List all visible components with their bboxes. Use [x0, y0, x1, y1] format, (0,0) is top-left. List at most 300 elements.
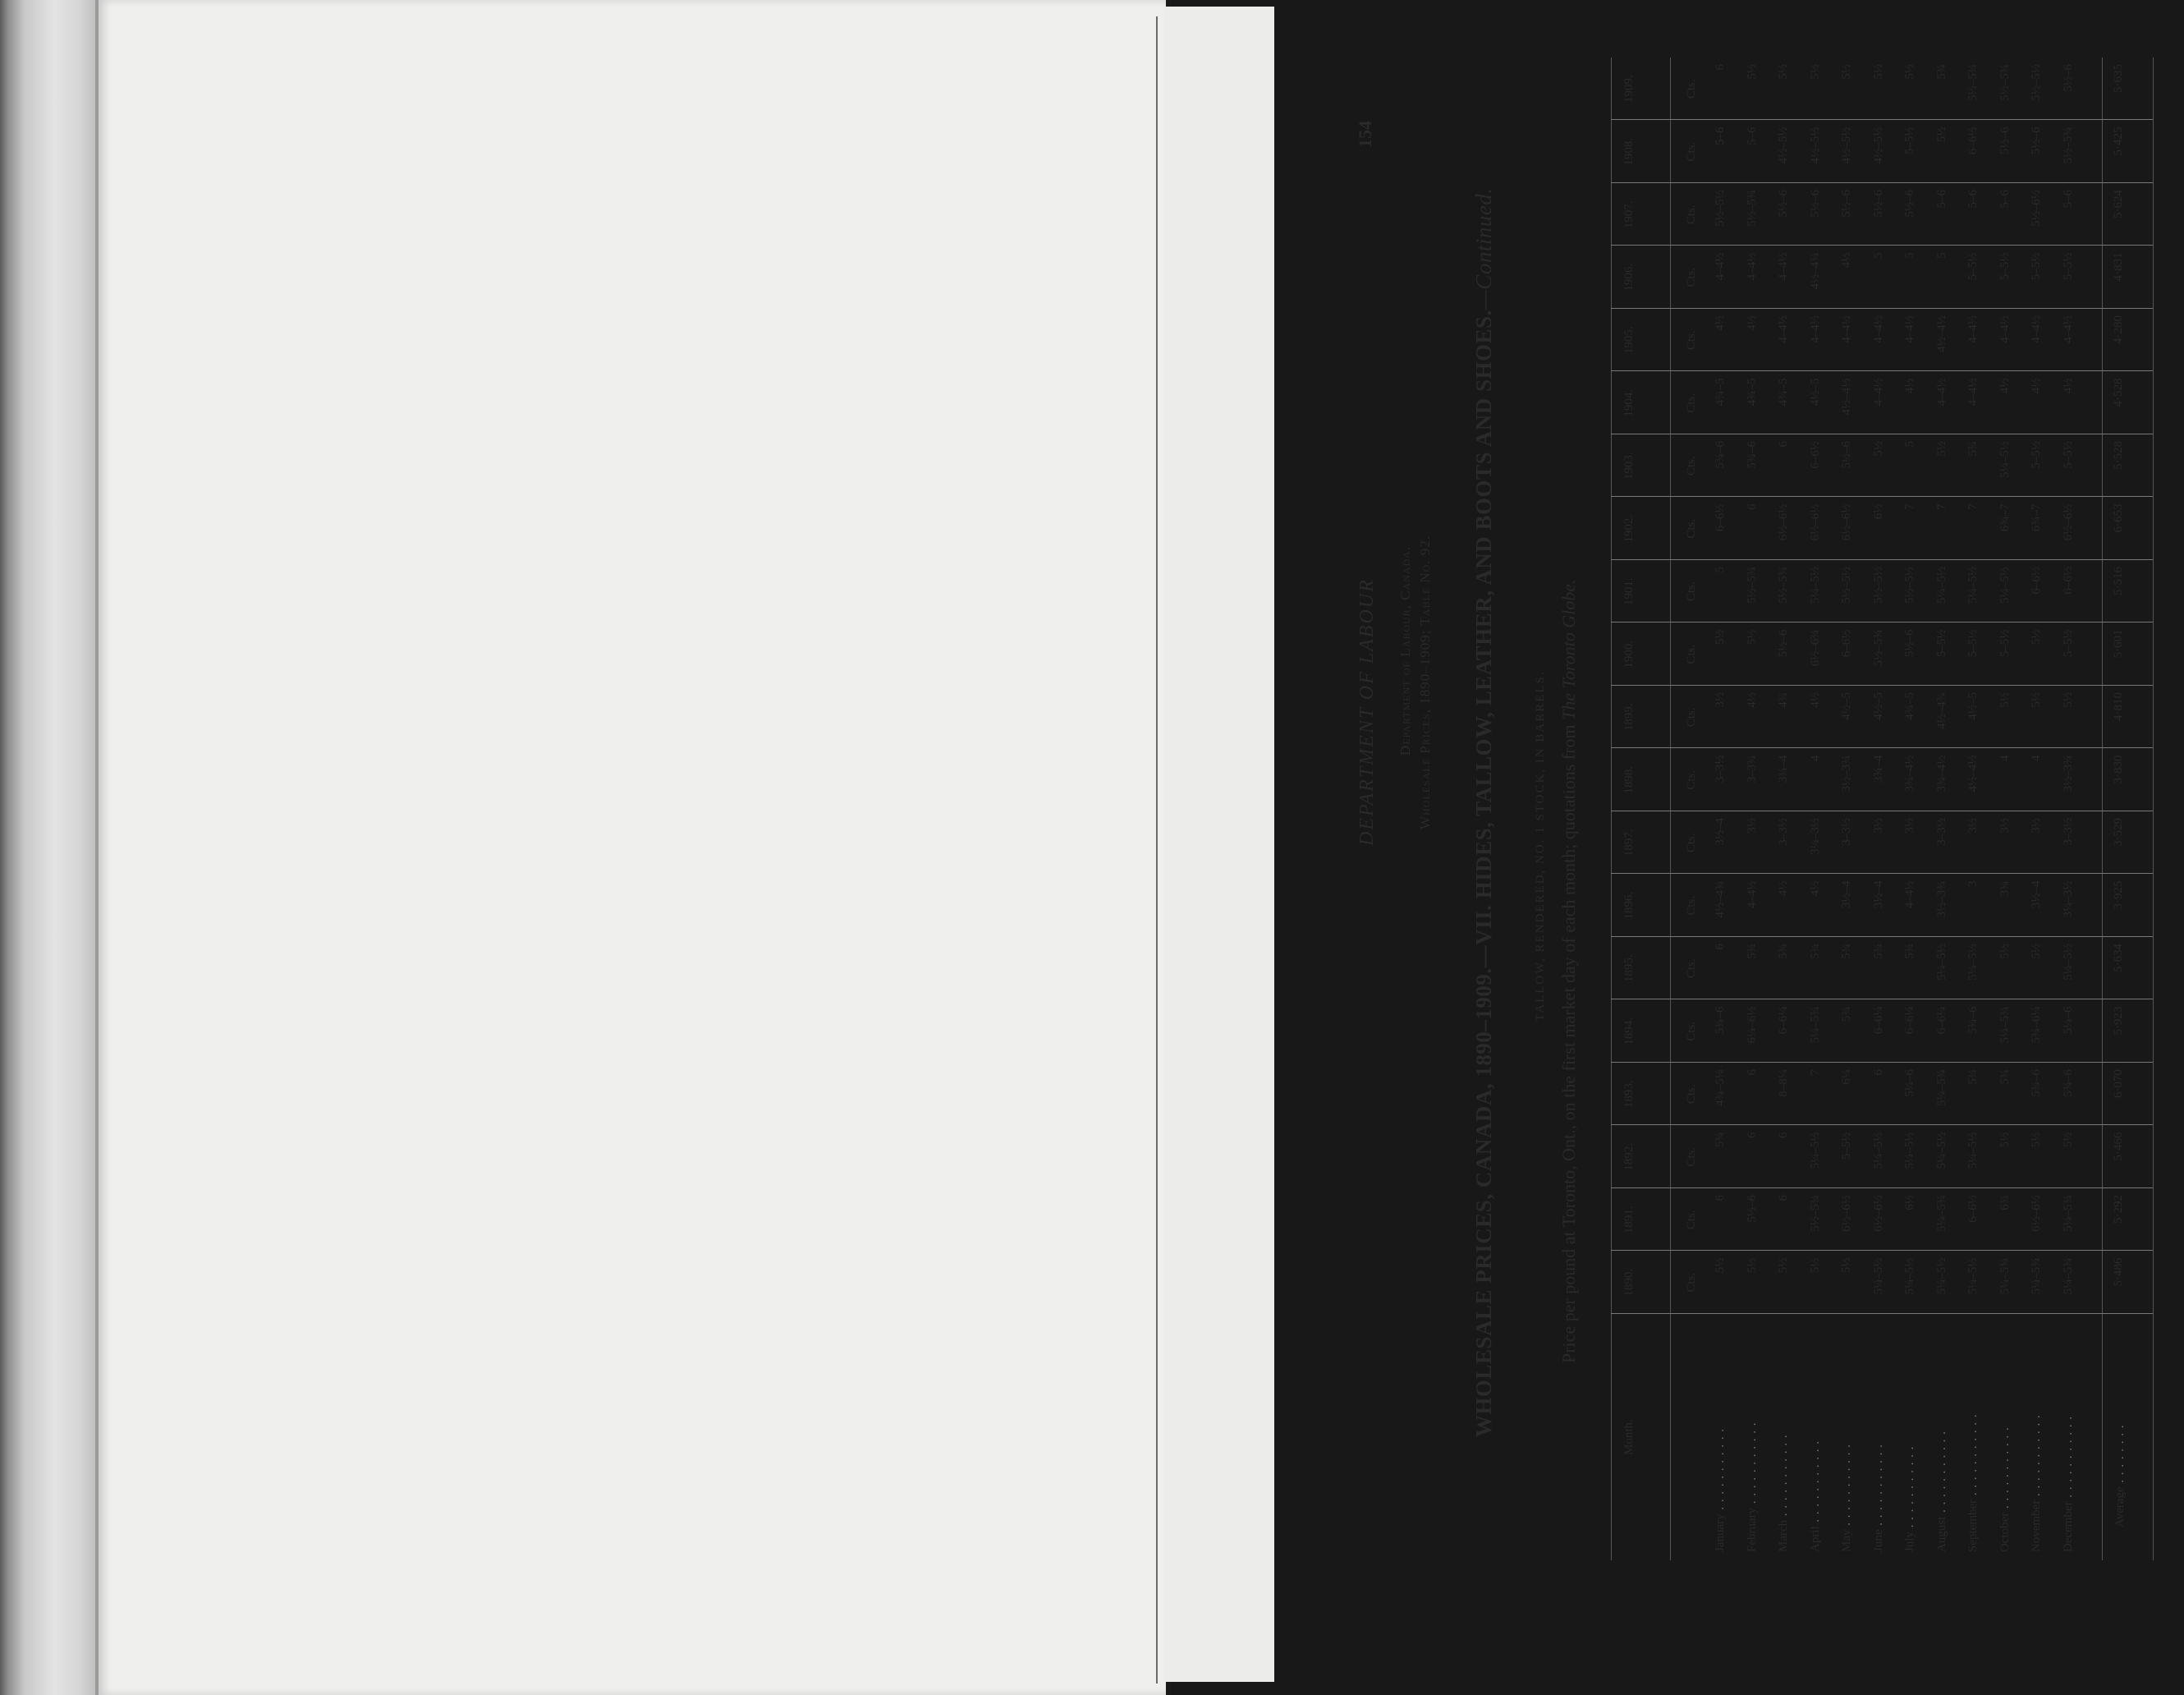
price-cell: 5½–6	[1998, 126, 2012, 155]
average-cell: 3·925	[2112, 880, 2125, 910]
price-cell: 5½–6	[2061, 64, 2075, 92]
price-cell: 4½–5	[1871, 692, 1885, 720]
month-label	[1966, 1413, 1980, 1552]
price-cell: 5½–6	[1745, 1195, 1759, 1223]
price-cell: 3½	[1871, 818, 1885, 834]
price-cell: 4½–4½	[1840, 378, 1853, 416]
price-cell: 5½	[1777, 64, 1790, 80]
average-cell: 5·425	[2112, 126, 2125, 156]
price-cell: 5½–5¾	[2061, 126, 2075, 164]
price-cell: 5¾–6	[1745, 441, 1759, 469]
year-header: 1892.	[1622, 1142, 1636, 1171]
units-label: Cts.	[1685, 1146, 1698, 1167]
price-cell: 6	[1777, 441, 1790, 448]
price-cell: 5¼–5½	[1871, 1132, 1885, 1169]
price-cell: 3¾–4½	[1903, 755, 1916, 792]
price-cell: 6¾	[1998, 1195, 2012, 1210]
leader-dots: . . . . . . . . . . .	[1745, 1422, 1759, 1508]
price-cell: 3½–4	[1840, 880, 1853, 909]
year-header: 1893.	[1622, 1080, 1636, 1109]
year-column	[1611, 121, 2153, 184]
price-cell: 4–4½	[1777, 315, 1790, 343]
price-cell: 6½	[1871, 503, 1885, 520]
price-cell: 5½	[1998, 944, 2012, 959]
price-cell: 5¾	[1966, 1069, 1980, 1085]
price-cell: 5–5½	[2030, 441, 2043, 469]
price-cell: 4¾	[1777, 692, 1790, 708]
year-column	[1611, 1063, 2153, 1126]
price-cell: 3¾–4	[1871, 755, 1885, 783]
price-cell: 5½–6	[1903, 190, 1916, 218]
price-cell: 5½–5½	[1714, 190, 1727, 227]
price-cell: 5½	[1934, 126, 1948, 143]
price-cell: 6–6¼	[1903, 1006, 1916, 1035]
page-sheet	[99, 0, 1166, 1695]
price-cell: 5½	[1998, 692, 2012, 708]
month-label	[1872, 1444, 1886, 1552]
price-cell: 5¾	[1714, 1132, 1727, 1148]
month-name: September	[1966, 1499, 1980, 1552]
price-cell: 4–4½	[2061, 315, 2075, 343]
price-cell: 5½–6	[1840, 190, 1853, 218]
price-table	[1611, 57, 2153, 1560]
year-header: 1895.	[1622, 954, 1636, 983]
price-cell: 6	[1745, 503, 1759, 510]
price-cell: 5¾	[1840, 1006, 1853, 1022]
price-cell: 4–4½	[1745, 880, 1759, 909]
price-cell: 6–6¼	[1871, 1006, 1885, 1035]
units-label: Cts.	[1685, 267, 1698, 287]
year-header: 1890.	[1622, 1268, 1636, 1297]
price-cell: 5–6	[1714, 126, 1727, 145]
running-head: DEPARTMENT OF LABOUR	[1356, 578, 1378, 846]
price-cell: 3½–4	[1871, 880, 1885, 909]
average-cell: 5·635	[2112, 64, 2125, 93]
price-cell: 4	[1808, 755, 1822, 761]
units-label: Cts.	[1685, 518, 1698, 539]
price-cell: 3–3½	[1840, 818, 1853, 846]
price-cell: 5¼–5¾	[1808, 1006, 1822, 1044]
average-cell: 4·280	[2112, 315, 2125, 344]
price-cell: 5¼–5½	[1903, 1132, 1916, 1169]
price-cell: 5½–6	[1777, 190, 1790, 218]
month-name: December	[2061, 1501, 2075, 1552]
price-cell: 4½	[1808, 692, 1822, 708]
price-cell: 7	[1808, 1069, 1822, 1076]
price-cell: 5¾–6	[1966, 1006, 1980, 1035]
price-cell: 5½–6	[2030, 126, 2043, 155]
year-column	[1611, 623, 2153, 687]
price-cell: 5½–5½	[2030, 64, 2043, 101]
price-cell: 6¼	[1840, 1069, 1853, 1085]
price-cell: 5¼–5¾	[2030, 1257, 2043, 1295]
price-cell: 5	[1934, 252, 1948, 259]
average-label	[2113, 1424, 2127, 1527]
price-cell: 4–4½	[1934, 378, 1948, 407]
price-cell: 5½	[2030, 1132, 2043, 1148]
price-cell: 6¾–7	[2030, 503, 2043, 532]
price-cell: 5–5½	[1934, 629, 1948, 658]
price-cell: 4	[1998, 755, 2012, 761]
year-header: 1894.	[1622, 1017, 1636, 1045]
table-title-text: WHOLESALE PRICES, CANADA, 1890–1909.—VII. HIDES, TALLOW, LEATHER, AND BOOTS AND SHOES.	[1471, 310, 1496, 1437]
price-cell: 6	[1714, 64, 1727, 71]
price-cell: 4½–5½	[1777, 126, 1790, 164]
year-column	[1611, 434, 2153, 498]
price-cell: 5¼–6	[2061, 1006, 2075, 1035]
price-cell: 5½	[1714, 1257, 1727, 1274]
price-cell: 5½–6½	[2030, 190, 2043, 227]
price-cell: 6–6½	[2061, 567, 2075, 595]
year-header: 1902.	[1622, 514, 1636, 543]
average-cell: 5·601	[2112, 629, 2125, 659]
price-cell: 5¼–5¾	[2061, 1257, 2075, 1295]
table-rule	[2153, 57, 2154, 1560]
price-cell: 5–5½	[1966, 629, 1980, 658]
price-cell: 5¾	[1966, 441, 1980, 457]
book-binding	[0, 0, 99, 1695]
price-cell: 5½	[1808, 1257, 1822, 1274]
average-cell: 5·466	[2112, 1132, 2125, 1161]
average-cell: 5·528	[2112, 441, 2125, 470]
price-cell: 5½	[1998, 1132, 2012, 1148]
price-cell: 6½–6½	[1840, 1195, 1853, 1232]
average-cell: 4·831	[2112, 252, 2125, 282]
units-label: Cts.	[1685, 330, 1698, 351]
price-cell: 4½–5½	[1808, 126, 1822, 164]
note-source: The Toronto Globe.	[1558, 579, 1579, 720]
price-cell: 5¾–6	[2030, 1069, 2043, 1097]
page-edge-line	[1156, 16, 1158, 1684]
price-cell: 4½	[2061, 378, 2075, 394]
price-cell: 4½–5	[1966, 692, 1980, 720]
month-label	[1998, 1426, 2012, 1552]
month-name: April	[1808, 1526, 1822, 1552]
year-header: 1898.	[1622, 765, 1636, 794]
average-cell: 4·528	[2112, 378, 2125, 407]
price-cell: 6¾–7	[1998, 503, 2012, 532]
average-cell: 6·653	[2112, 503, 2125, 533]
price-cell: 5½	[1745, 629, 1759, 645]
price-cell: 4½	[1714, 315, 1727, 331]
leader-dots: . . . . . . . . . . .	[2030, 1414, 2043, 1500]
price-cell: 4½–4½	[1934, 315, 1948, 352]
price-cell: 5½–5¾	[1966, 64, 1980, 101]
year-column	[1611, 1126, 2153, 1189]
average-cell: 5·923	[2112, 1006, 2125, 1036]
price-cell: 4½	[1745, 692, 1759, 708]
price-cell: 5¼–5½	[1808, 567, 1822, 604]
price-cell: 6–6½	[1714, 503, 1727, 532]
price-cell: 4–4½	[1966, 315, 1980, 343]
price-cell: 3½–3¾	[2061, 755, 2075, 792]
price-cell: 5½	[1714, 629, 1727, 645]
price-cell: 5½	[2030, 629, 2043, 645]
price-cell: 5	[1871, 252, 1885, 259]
average-text: Average	[2113, 1486, 2127, 1527]
month-label	[1809, 1440, 1823, 1552]
price-cell: 3	[1966, 880, 1980, 887]
price-cell: 6–6½	[1966, 126, 1980, 155]
price-cell: 5¼–5½	[1998, 441, 2012, 478]
price-cell: 6½–6½	[2061, 503, 2075, 541]
price-cell: 5¼–5½	[1934, 944, 1948, 981]
price-cell: 4½	[1745, 315, 1759, 331]
average-cell: 6·070	[2112, 1069, 2125, 1098]
price-cell: 3½	[2030, 818, 2043, 834]
year-header: 1909.	[1622, 75, 1636, 103]
price-cell: 6–6½	[2030, 567, 2043, 595]
price-cell: 3½–3¾	[1840, 755, 1853, 792]
price-cell: 6	[1871, 1069, 1885, 1076]
average-cell: 5·292	[2112, 1195, 2125, 1224]
price-cell: 5¾	[1871, 944, 1885, 959]
units-label: Cts.	[1685, 79, 1698, 99]
price-cell: 6	[1714, 1195, 1727, 1201]
price-cell: 6	[1777, 1195, 1790, 1201]
year-column	[1611, 937, 2153, 1000]
year-header: 1891.	[1622, 1206, 1636, 1234]
price-cell: 4½	[1903, 378, 1916, 394]
leader-dots: . . . . . . . . . . .	[2061, 1415, 2075, 1502]
price-cell: 4–4½	[1998, 315, 2012, 343]
price-cell: 6½–6½	[1777, 503, 1790, 541]
units-label: Cts.	[1685, 1272, 1698, 1293]
price-cell: 5–5½	[1998, 629, 2012, 658]
year-column	[1611, 560, 2153, 623]
price-cell: 5½	[1777, 1257, 1790, 1274]
leader-dots: . . . . . . . . . . .	[1808, 1440, 1822, 1527]
average-cell: 4·810	[2112, 692, 2125, 721]
month-name: August	[1934, 1516, 1948, 1552]
price-cell: 5¼–5½	[1808, 1132, 1822, 1169]
price-cell: 5¼–6	[1903, 1069, 1916, 1097]
year-column	[1611, 811, 2153, 875]
leader-dots: . . . . . . . . . . .	[1934, 1431, 1948, 1517]
price-cell: 3½	[1745, 818, 1759, 834]
price-cell: 3½	[1966, 818, 1980, 834]
price-cell: 5–5½	[2030, 252, 2043, 281]
price-cell: 5¼–5¾	[2061, 1195, 2075, 1232]
price-cell: 5–6	[2061, 190, 2075, 209]
price-cell: 3½	[1903, 818, 1916, 834]
year-column	[1611, 57, 2153, 121]
price-cell: 3½	[1714, 692, 1727, 708]
price-cell: 4¾–5	[1745, 378, 1759, 407]
price-cell: 5½–5½	[1871, 567, 1885, 604]
price-cell: 5¼–5¾	[1934, 1069, 1948, 1106]
price-cell: 6–6¼	[1934, 1006, 1948, 1035]
leader-dots: . . . . . . . . . . .	[1871, 1444, 1885, 1530]
price-cell: 6½–6½	[1840, 503, 1853, 541]
table-reference: Wholesale Prices, 1890–1909; Table No. 92.	[1417, 535, 1433, 829]
year-column	[1611, 875, 2153, 938]
price-cell: 5½–5¾	[1777, 567, 1790, 604]
price-cell: 4½–4¾	[1808, 252, 1822, 290]
department-line: Department of Labour, Canada.	[1397, 545, 1413, 756]
year-column	[1611, 309, 2153, 372]
price-cell: 6½–6½	[2030, 1195, 2043, 1232]
year-column	[1611, 1188, 2153, 1252]
price-cell: 6½–6½	[1871, 1195, 1885, 1232]
price-cell: 5¼–5½	[2061, 944, 2075, 981]
price-cell: 6–6½	[1966, 1195, 1980, 1223]
year-header: 1906.	[1622, 263, 1636, 292]
month-label	[1903, 1445, 1917, 1552]
year-column	[1611, 1252, 2153, 1315]
price-cell: 3½–3¾	[1934, 880, 1948, 918]
price-cell: 5–5½	[2061, 629, 2075, 658]
price-cell: 5½–5½	[1903, 567, 1916, 604]
price-cell: 5½	[2030, 692, 2043, 708]
units-label: Cts.	[1685, 393, 1698, 413]
year-header: 1908.	[1622, 137, 1636, 166]
price-cell: 5	[1903, 441, 1916, 448]
price-cell: 5½	[1840, 64, 1853, 80]
price-cell: 3–3½	[2061, 818, 2075, 846]
month-name: October	[1998, 1512, 2012, 1552]
quotation-note	[1558, 579, 1580, 1363]
units-label: Cts.	[1685, 581, 1698, 602]
leader-dots: . . . . . . . .	[2113, 1424, 2127, 1487]
price-cell: 4¾–5	[1777, 378, 1790, 407]
price-cell: 5–6	[1998, 190, 2012, 209]
price-cell: 4½	[1998, 378, 2012, 394]
year-header: 1900.	[1622, 640, 1636, 668]
price-cell: 5½–5¾	[1998, 64, 2012, 101]
month-header: Month.	[1622, 1419, 1636, 1455]
price-cell: 6½–6½	[1808, 503, 1822, 541]
year-column	[1611, 183, 2153, 246]
year-column	[1611, 246, 2153, 310]
price-cell: 4–4½	[1777, 252, 1790, 281]
price-cell: 3–3½	[1714, 755, 1727, 783]
price-cell: 3¼–3½	[1808, 818, 1822, 855]
price-cell: 5½	[1871, 64, 1885, 80]
month-label	[1840, 1444, 1854, 1552]
price-cell: 5½	[1745, 64, 1759, 80]
price-cell: 4–4½	[2030, 315, 2043, 343]
month-label	[1935, 1431, 1949, 1552]
units-label: Cts.	[1685, 769, 1698, 790]
price-cell: 5¼–5½	[1998, 567, 2012, 604]
price-cell: 4½	[1840, 252, 1853, 269]
month-label	[1777, 1434, 1791, 1552]
units-label: Cts.	[1685, 958, 1698, 979]
price-cell: 5½–6	[1808, 190, 1822, 218]
price-cell: 5½–6	[1840, 441, 1853, 469]
price-cell: 6–6½	[1840, 629, 1853, 658]
year-header: 1896.	[1622, 891, 1636, 920]
price-cell: 5–6	[1934, 190, 1948, 209]
year-header: 1903.	[1622, 452, 1636, 480]
price-cell: 4½–5	[1840, 692, 1853, 720]
price-cell: 5¼–5½	[1934, 1132, 1948, 1169]
average-cell: 5·634	[2112, 944, 2125, 972]
average-cell: 5·624	[2112, 190, 2125, 218]
year-header: 1901.	[1622, 577, 1636, 606]
price-cell: 5½	[1871, 441, 1885, 457]
year-header: 1904.	[1622, 388, 1636, 417]
price-cell: 4½–4¾	[1934, 692, 1948, 729]
table-subtitle: TALLOW, RENDERED, NO. 1 STOCK, IN BARRELS.	[1534, 670, 1547, 1022]
price-cell: 5½–5¾	[1808, 1195, 1822, 1232]
price-cell: 5¾	[1998, 1069, 2012, 1085]
price-cell: 5–5½	[1840, 1132, 1853, 1160]
price-cell: 5½–6	[1903, 629, 1916, 658]
average-cell: 3·830	[2112, 755, 2125, 784]
price-cell: 7	[1934, 503, 1948, 510]
price-cell: 5–5½	[2061, 441, 2075, 469]
average-cell: 5·516	[2112, 567, 2125, 595]
month-name: January	[1714, 1514, 1727, 1552]
price-cell: 6½–6¾	[1808, 629, 1822, 667]
price-cell: 4–4½	[1903, 880, 1916, 909]
month-label	[1746, 1422, 1760, 1552]
month-label	[1714, 1428, 1727, 1552]
price-cell: 4–4½	[1871, 378, 1885, 407]
price-cell: 4½–4¾	[1714, 880, 1727, 918]
price-cell: 3¼–3½	[2061, 880, 2075, 918]
price-cell: 5–5½	[1966, 252, 1980, 281]
price-cell: 6–6½	[1808, 441, 1822, 469]
price-cell: 6¼–6½	[1745, 1006, 1759, 1044]
price-cell: 4¾–5¼	[1714, 1069, 1727, 1106]
price-cell: 7	[1966, 503, 1980, 510]
price-cell: 5¾	[1840, 944, 1853, 959]
price-cell: 4–4½	[1871, 315, 1885, 343]
price-cell: 3–3½	[1777, 818, 1790, 846]
leader-dots: . . . . . . . . . . .	[1966, 1413, 1980, 1500]
units-label: Cts.	[1685, 204, 1698, 225]
price-cell: 3¾–4	[1777, 755, 1790, 783]
price-cell: 3¾	[1998, 880, 2012, 897]
price-cell: 4–4½	[1808, 315, 1822, 343]
price-cell: 5–5½	[1998, 252, 2012, 281]
note-text: Price per pound at Toronto, Ont., on the first market day of each month; quotations from	[1558, 724, 1579, 1363]
price-cell: 4½–4½	[1966, 755, 1980, 792]
price-cell: 4½–5	[1808, 378, 1822, 407]
price-cell: 4½	[1777, 880, 1790, 897]
price-cell: 4–4½	[1840, 315, 1853, 343]
price-cell: 5–5½	[1903, 126, 1916, 155]
units-label: Cts.	[1685, 1021, 1698, 1041]
price-cell: 4¾–5	[1903, 692, 1916, 720]
month-name: March	[1777, 1519, 1790, 1552]
price-cell: 6	[1745, 1132, 1759, 1138]
title-continued: —Continued.	[1471, 187, 1496, 310]
price-cell: 5½	[1808, 64, 1822, 80]
price-cell: 5–6	[1966, 190, 1980, 209]
month-name: November	[2030, 1500, 2043, 1552]
price-cell: 7	[1903, 503, 1916, 510]
units-label: Cts.	[1685, 707, 1698, 728]
price-cell: 5¼–5½	[1966, 567, 1980, 604]
price-cell: 5½–5¾	[1871, 629, 1885, 667]
year-column	[1611, 372, 2153, 435]
price-cell: 4–4½	[1745, 252, 1759, 281]
price-cell: 5½	[2030, 944, 2043, 959]
leader-dots: . . . . . . . . . . .	[1840, 1444, 1853, 1530]
price-cell: 5½–5½	[1840, 567, 1853, 604]
price-cell: 5½–6	[1777, 629, 1790, 658]
average-cell: 3·529	[2112, 818, 2125, 847]
price-cell: 5¾–6¼	[2030, 1006, 2043, 1044]
price-cell: 5½	[2061, 692, 2075, 708]
units-label: Cts.	[1685, 1084, 1698, 1105]
price-cell: 5¼–5½	[1903, 1257, 1916, 1295]
price-cell: 3½	[1998, 818, 2012, 834]
